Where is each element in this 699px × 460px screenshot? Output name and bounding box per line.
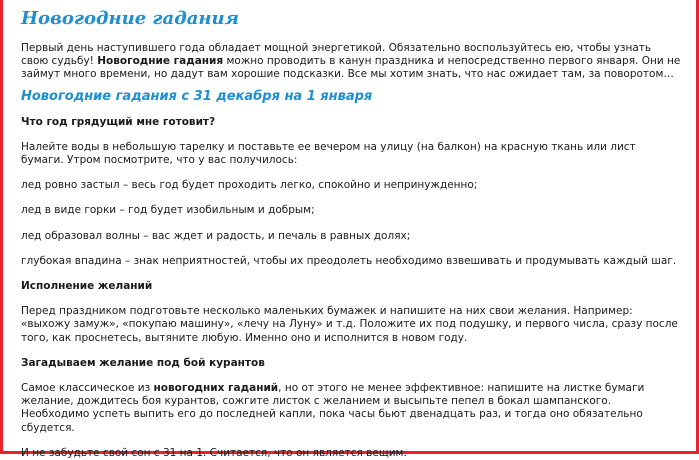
intro-bold-text: Новогодние гадания [97, 55, 224, 68]
section3-bold-text: новогодних гаданий [153, 382, 279, 395]
section3-heading: Загадываем желание под бой курантов [21, 356, 265, 369]
ice-item-2: лед в виде горки – год будет изобильным и добрым; [21, 204, 315, 217]
intro-text-1: Первый день наступившего года обладает мощной энергетикой. Обязательно воспользуйтесь ею, чтобы узнать свою судьбу! [21, 42, 652, 68]
section1-text: Налейте воды в небольшую тарелку и поставьте ее вечером на улицу (на балкон) на красную ткань или лист бумаги. Утром посмотрите, что у вас получилось: [21, 140, 636, 167]
intro-text-2: можно проводить в канун праздника и непосредственно первого января. Они не займут много времени, но дадут вам хорошие подсказки. Все мы хотим знать, что нас ожидает там, за поворотом… [21, 55, 681, 81]
section3-paragraph [21, 382, 681, 435]
section2-text: Перед праздником подготовьте несколько маленьких бумажек и напишите на них свои желания. Например: «выхожу замуж», «покупаю машину», «лечу на Луну» и т.д. Положите их под подушку, и первого числа, сразу после того, как проснетесь, вытяните любую. Именно оно и исполнится в новом году. [21, 305, 678, 344]
section1-heading: Что год грядущий мне готовит? [21, 115, 216, 128]
ice-item-3: лед образовал волны – вас ждет и радость, и печаль в равных долях; [21, 229, 411, 242]
section2-heading: Исполнение желаний [21, 280, 153, 293]
ice-item-1: лед ровно застыл – весь год будет проходить легко, спокойно и непринужденно; [21, 179, 478, 192]
section-subtitle: Новогодние гадания с 31 декабря на 1 января [21, 88, 373, 104]
page-title: Новогодние гадания [21, 8, 239, 29]
section3-text-1: Самое классическое из [21, 382, 154, 395]
section3-text-2: , но от этого не менее эффективное: напишите на листке бумаги желание, дождитесь боя курантов, сожгите листок с желанием и высыпьте пепел в бокал шампанского. Необходимо успеть выпить его до последней капли, пока часы бьют двенадцать раз, и тогда оно обязательно сбудется. [21, 382, 645, 434]
ice-item-4: глубокая впадина – знак неприятностей, чтобы их преодолеть необходимо взвешивать и продумывать каждый шаг. [21, 254, 677, 267]
intro-paragraph [21, 42, 681, 82]
closing-text: И не забудьте свой сон с 31 на 1. Считается, что он является вещим. [21, 446, 407, 459]
article-content [21, 8, 681, 460]
